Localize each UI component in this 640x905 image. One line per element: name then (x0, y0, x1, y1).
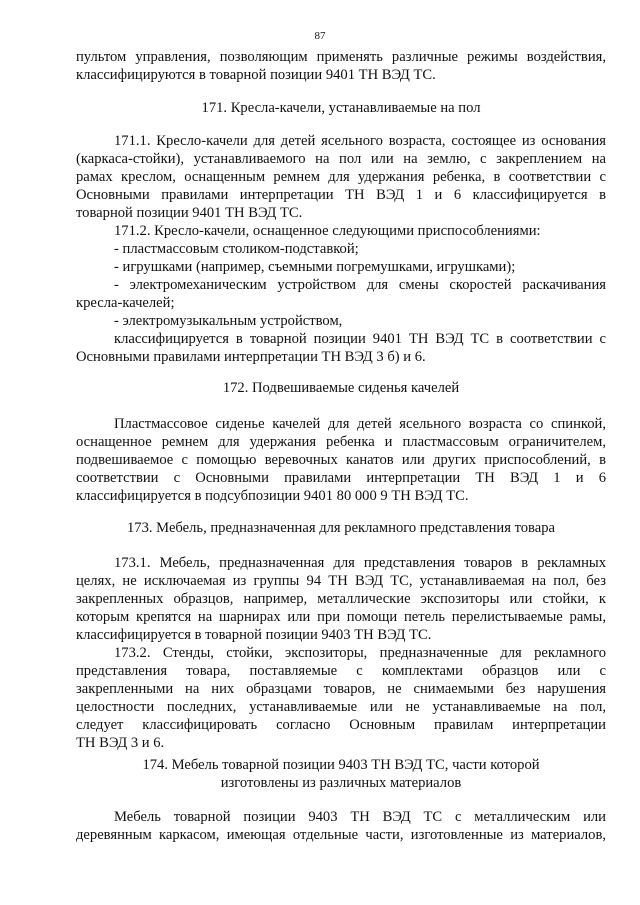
text-line: товарной позиции 9401 ТН ВЭД ТС. (76, 205, 303, 221)
text-line: Мебель товарной позиции 9403 ТН ВЭД ТС с металлическим или (114, 809, 606, 825)
text-line: соответствии с Основными правилами интерпретации ТН ВЭД 1 и 6 (76, 470, 606, 486)
text-line: классифицируются в товарной позиции 9401 ТН ВЭД ТС. (76, 67, 436, 83)
text-line: 173.2. Стенды, стойки, экспозиторы, предназначенные для рекламного (114, 645, 606, 661)
text-line: оснащенное ремнем для удержания ребенка и пластмассовым ограничителем, (76, 434, 606, 450)
text-line: кресла-качелей; (76, 295, 175, 311)
text-line: представления товара, поставляемые с комплектами образцов или с (76, 663, 606, 679)
text-line: рамах креслом, оснащенным ремнем для удержания ребенка, в соответствии с (76, 169, 606, 185)
text-line: Пластмассовое сиденье качелей для детей ясельного возраста со спинкой, (114, 416, 606, 432)
text-line: 173.1. Мебель, предназначенная для представления товаров в рекламных (114, 555, 606, 571)
text-line: классифицируется в подсубпозиции 9401 80 000 9 ТН ВЭД ТС. (76, 488, 469, 504)
section-heading-line: 171. Кресла-качели, устанавливаемые на пол (201, 100, 481, 116)
text-line: целях, не исключаемая из группы 94 ТН ВЭД ТС, устанавливаемая на пол, без (76, 573, 606, 589)
text-line: следует классифицировать согласно Основным правилам интерпретации (76, 717, 606, 733)
text-line: - игрушками (например, съемными погремушками, игрушками); (114, 259, 516, 275)
text-line: 171.2. Кресло-качели, оснащенное следующими приспособлениями: (114, 223, 541, 239)
section-heading-line: 174. Мебель товарной позиции 9403 ТН ВЭД ТС, части которой (142, 757, 540, 773)
text-line: - электромеханическим устройством для смены скоростей раскачивания (114, 277, 606, 293)
text-line: закрепленными на них образцами товаров, не снимаемыми без нарушения (76, 681, 606, 697)
text-line: целостности последних, устанавливаемые или не устанавливаемые на пол, (76, 699, 606, 715)
text-line: классифицируется в товарной позиции 9403 ТН ВЭД ТС. (76, 627, 432, 643)
text-line: классифицируется в товарной позиции 9401 ТН ВЭД ТС в соответствии с (114, 331, 606, 347)
page-number: 87 (314, 30, 326, 42)
text-line: - пластмассовым столиком-подставкой; (114, 241, 359, 257)
text-line: которым крепятся на шарнирах или при помощи петель перелистываемые рамы, (76, 609, 606, 625)
text-line: Основными правилами интерпретации ТН ВЭД 3 б) и 6. (76, 349, 426, 365)
text-line: ТН ВЭД 3 и 6. (76, 735, 165, 751)
section-heading-line: 172. Подвешиваемые сиденья качелей (222, 380, 460, 396)
text-line: Основными правилами интерпретации ТН ВЭД 1 и 6 классифицируется в (76, 187, 606, 203)
text-line: деревянным каркасом, имеющая отдельные части, изготовленные из материалов, (76, 827, 606, 843)
text-line: (каркаса-стойки), устанавливаемого на пол или на землю, с закреплением на (76, 151, 606, 167)
text-line: подвешиваемое с помощью веревочных канатов или других приспособлений, в (76, 452, 606, 468)
text-line: 171.1. Кресло-качели для детей ясельного возраста, состоящее из основания (114, 133, 606, 149)
section-heading-line: изготовлены из различных материалов (220, 775, 462, 791)
text-line: - электромузыкальным устройством, (114, 313, 343, 329)
text-line: закрепленных образцов, например, металлические экспозиторы или стойки, к (76, 591, 606, 607)
text-line: пультом управления, позволяющим применять различные режимы воздействия, (76, 49, 606, 65)
section-heading-line: 173. Мебель, предназначенная для рекламного представления товара (126, 520, 556, 536)
